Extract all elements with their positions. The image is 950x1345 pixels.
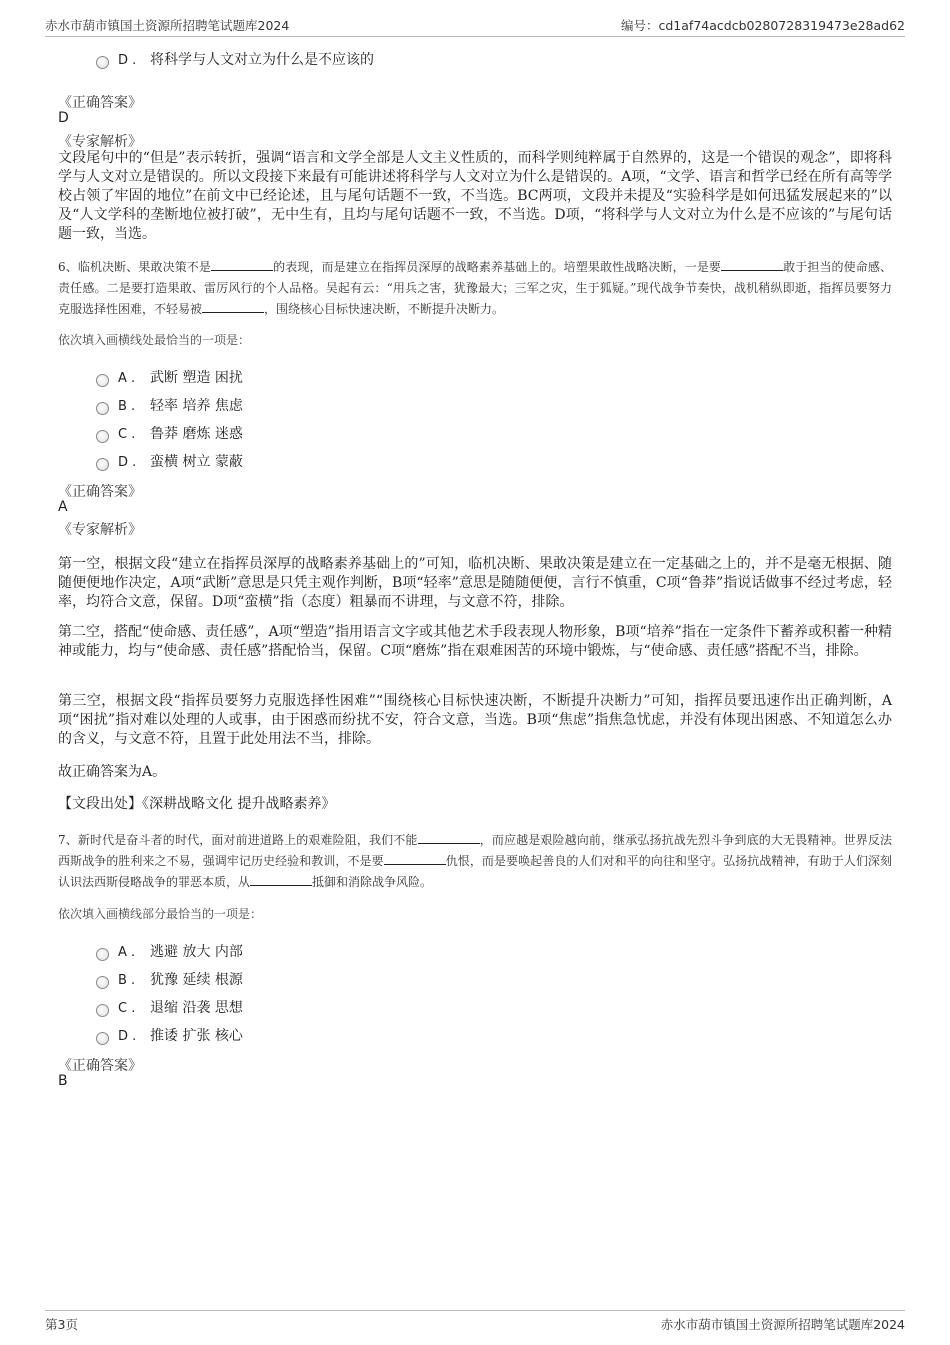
header-serial: 编号：cd1af74acdcb0280728319473e28ad62 bbox=[621, 18, 905, 33]
q7-option-a[interactable]: A . 逃避 放大 内部 bbox=[96, 941, 243, 961]
radio-icon[interactable] bbox=[96, 430, 109, 443]
radio-icon[interactable] bbox=[96, 976, 109, 989]
q6-option-c[interactable]: C . 鲁莽 磨炼 迷惑 bbox=[96, 423, 243, 443]
q6-analysis-label: 《专家解析》 bbox=[58, 522, 142, 538]
q6-answer: A bbox=[58, 499, 68, 515]
blank-3 bbox=[202, 300, 264, 313]
q7-option-d[interactable]: D . 推诿 扩张 核心 bbox=[96, 1025, 243, 1045]
q5-answer: D bbox=[58, 110, 69, 126]
q7-option-c[interactable]: C . 退缩 沿袭 思想 bbox=[96, 997, 243, 1017]
radio-icon[interactable] bbox=[96, 374, 109, 387]
blank-2 bbox=[384, 852, 446, 865]
q6-prompt: 依次填入画横线处最恰当的一项是： bbox=[58, 333, 251, 347]
page-footer bbox=[45, 1310, 905, 1333]
q7-prompt: 依次填入画横线部分最恰当的一项是： bbox=[58, 907, 263, 921]
q6-analysis-2: 第二空，搭配“使命感、责任感”，A项“塑造”指用语言文字或其他艺术手段表现人物形象，B项“培养”指在一定条件下蓄养或积蓄一种精神或能力，均与“使命感、责任感”搭配恰当，保留。C项“磨炼”指在艰难困苦的环境中锻炼，与“使命感、责任感”搭配不当，排除。 bbox=[58, 624, 892, 659]
q6-option-b[interactable]: B . 轻率 培养 焦虑 bbox=[96, 395, 243, 415]
q7-stem: 7、新时代是奋斗者的时代，面对前进道路上的艰难险阻，我们不能 ，而应越是艰险越向前，继承弘扬抗战先烈斗争到底的大无畏精神。世界反法西斯战争的胜利来之不易，强调牢记历史经验和教训，不是要 仇恨，而是要唤起善良的人们对和平的向往和坚守。弘扬抗战精神，有助于人们深刻认识法西斯侵略战争的罪恶本质，从 抵御和消除战争风险。 bbox=[58, 833, 892, 889]
q6-option-a[interactable]: A . 武断 塑造 困扰 bbox=[96, 367, 243, 387]
radio-icon[interactable] bbox=[96, 458, 109, 471]
header-title: 赤水市葫市镇国土资源所招聘笔试题库2024 bbox=[45, 18, 290, 33]
radio-icon[interactable] bbox=[96, 948, 109, 961]
page-header bbox=[45, 14, 905, 37]
blank-1 bbox=[211, 258, 273, 271]
blank-2 bbox=[721, 258, 783, 271]
blank-1 bbox=[418, 831, 480, 844]
q7-answer: B bbox=[58, 1073, 68, 1089]
radio-icon[interactable] bbox=[96, 1004, 109, 1017]
footer-title: 赤水市葫市镇国土资源所招聘笔试题库2024 bbox=[660, 1317, 905, 1332]
radio-icon[interactable] bbox=[96, 1032, 109, 1045]
q5-analysis: 文段尾句中的“但是”表示转折，强调“语言和文学全部是人文主义性质的，而科学则纯粹属于自然界的，这是一个错误的观念”，即将科学与人文对立是错误的。所以文段接下来最有可能讲述将科学与人文对立为什么是错误的。A项，“文学、语言和哲学已经在所有高等学校占领了牢固的地位”在前文中已经论述，且与尾句话题不一致，不当选。BC两项，文段并未提及“实验科学是如何迅猛发展起来的”以及“人文学科的垄断地位被打破”，无中生有，且均与尾句话题不一致，不当选。D项，“将科学与人文对立为什么是不应该的”与尾句话题一致，当选。 bbox=[58, 150, 892, 242]
blank-3 bbox=[250, 873, 312, 886]
q6-conclusion: 故正确答案为A。 bbox=[58, 764, 167, 780]
q6-stem: 6、临机决断、果敢决策不是 的表现，而是建立在指挥员深厚的战略素养基础上的。培塑果敢性战略决断，一是要 敢于担当的使命感、责任感。二是要打造果敢、雷厉风行的个人品格。吴起有云：“用兵之害，犹豫最大；三军之灾，生于狐疑。”现代战争节奏快，战机稍纵即逝，指挥员要努力克服选择性困难，不轻易被 ，围绕核心目标快速决断，不断提升决断力。 bbox=[58, 260, 892, 316]
q6-analysis-3: 第三空，根据文段“指挥员要努力克服选择性困难”“围绕核心目标快速决断，不断提升决断力”可知，指挥员要迅速作出正确判断，A项“困扰”指对难以处理的人或事，由于困惑而纷扰不安，符合文意，当选。B项“焦虑”指焦急忧虑，并没有体现出困惑、不知道怎么办的含义，与文意不符，且置于此处用法不当，排除。 bbox=[58, 693, 892, 747]
page-number: 第3页 bbox=[45, 1317, 78, 1332]
q5-answer-label: 《正确答案》 bbox=[58, 95, 142, 111]
radio-icon[interactable] bbox=[96, 56, 109, 69]
q6-analysis-1: 第一空，根据文段“建立在指挥员深厚的战略素养基础上的”可知，临机决断、果敢决策是建立在一定基础之上的，并不是毫无根据、随随便便地作决定，A项“武断”意思是只凭主观作判断，B项“轻率”意思是随随便便，言行不慎重，C项“鲁莽”指说话做事不经过考虑，轻率，均符合文意，保留。D项“蛮横”指（态度）粗暴而不讲理，与文意不符，排除。 bbox=[58, 556, 892, 610]
q6-answer-label: 《正确答案》 bbox=[58, 484, 142, 500]
q7-answer-label: 《正确答案》 bbox=[58, 1058, 142, 1074]
radio-icon[interactable] bbox=[96, 402, 109, 415]
q5-analysis-label: 《专家解析》 bbox=[58, 134, 142, 150]
q6-source: 【文段出处】《深耕战略文化 提升战略素养》 bbox=[58, 796, 336, 812]
q7-option-b[interactable]: B . 犹豫 延续 根源 bbox=[96, 969, 243, 989]
q6-option-d[interactable]: D . 蛮横 树立 蒙蔽 bbox=[96, 451, 243, 471]
q5-option-d[interactable]: D . 将科学与人文对立为什么是不应该的 bbox=[96, 49, 374, 69]
